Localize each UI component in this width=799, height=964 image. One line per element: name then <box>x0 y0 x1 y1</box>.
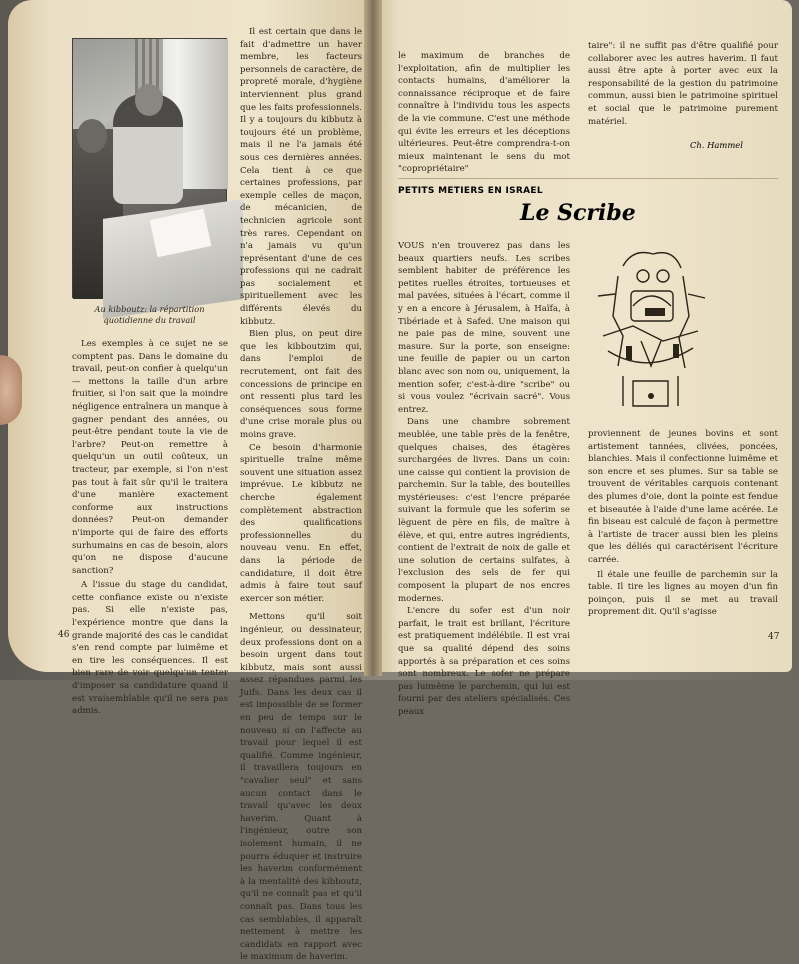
right-page-column-1-top <box>398 50 570 176</box>
right-page-column-2-top <box>588 40 778 128</box>
page-number-right: 47 <box>768 632 780 642</box>
paragraph: le maximum de branches de l'exploitation, afin de multiplier les contacts humains, d'améliorer la connaissance réciproque et de faire connaître à l'individu tous les aspects de la vie commune. C'est une méthode qui évite les erreurs et les déceptions ultérieures. Peut-être comprendra-t-on mieux maintenant le sens du mot "copropriétaire" <box>398 51 570 175</box>
photo-caption: Au kibboutz: la répartition quotidienne du travail <box>94 304 205 325</box>
left-page-column-2 <box>240 26 362 964</box>
book-gutter <box>364 0 382 676</box>
scribe-illustration <box>593 246 708 414</box>
paragraph: Les exemples à ce sujet ne se comptent pas. Dans le domaine du travail, peut-on confier à quelqu'un — mettons la taille d'un arbre fruitier, si l'on sait que la moindre négligence entraînera un manque à gagner pendant des années, ou peut-être pendant toute la vie de l'arbre? Peut-on remettre à quelqu'un un outil coûteux, un tracteur, par exemple, si l'on n'est pas tout à fait sûr qu'il le traitera d'une manière exactement conforme aux instructions données? Peut-on demander n'importe qui de faire des efforts surhumains en cas de besoin, alors qu'on ne dispose d'aucune sanction? <box>72 339 228 576</box>
thumb <box>0 355 22 425</box>
paragraph: Ce besoin d'harmonie spirituelle traîne même souvent une situation assez imprévue. Le kibbutz ne cherche également complètement abstraction des qualifications professionnelles du nouveau venu. En effet, dans la période de candidature, il doit être admis à faire tout sauf exercer son métier. <box>240 442 362 604</box>
paragraph: Bien plus, on peut dire que les kibboutzim qui, dans l'emploi de recrutement, ont fait des concessions de principe en ont ressenti plus tard les conséquences sous forme d'une crise morale plus ou moins grave. <box>240 329 362 440</box>
paragraph: L'encre du sofer est d'un noir parfait, le trait est brillant, l'écriture est pratiquement indélébile. Il est vrai que sa qualité dépend des soins apportés à sa préparation et ces soins sont nombreux. Le sofer ne prépare pas luimême le parchemin, qui lui est fourni par des ateliers spécialisés. Ces peaux <box>398 606 570 717</box>
paragraph: Il est certain que dans le fait d'admettre un haver membre, les facteurs personnels de caractère, de propreté morale, d'hygiène interviennent plus grand que les faits professionnels. Il y a toujours du kibbutz à toujours été un problème, mais il ne l'a jamais été sous ces dernières années. Cela tient à ce que certaines professions, par exemple celles de maçon, de mécanicien, de technicien agricole sont très rares. Cependant on n'a jamais vu qu'un représentant d'une de ces professions qui ne cadrait pas socialement et spirituellement avec les différents élevés du kibbutz. <box>240 27 362 327</box>
paragraph: Mettons qu'il soit ingénieur, ou dessinateur, deux professions dont on a besoin urgent dans tout kibbutz, mais sont aussi assez répandues parmi les Juifs. Dans les deux cas il est impossible de se former en peu de temps sur le nouveau si on l'affecte au travail pour lequel il est qualifié. Comme ingénieur, il travaillera toujours en "cavalier seul" et sans aucun contact dans le travail qu'avec les deux haverim. Quant à l'ingénieur, outre son isolement humain, il ne pourra éduquer et instruire les haverim conformément à la mentalité des kibboutz, qu'il ne connaît pas et qu'il connaît pas. Dans tous les cas semblables, il apparaît nettement à mettre les candidats en rapport avec le maximum de haverim. <box>240 612 362 963</box>
page-number-left: 46 <box>58 630 70 640</box>
left-page-column-1 <box>72 338 228 718</box>
section-divider <box>398 178 778 179</box>
section-heading: PETITS METIERS EN ISRAEL <box>398 186 543 196</box>
paragraph: Il étale une feuille de parchemin sur la table. Il tire les lignes au moyen d'un fin poinçon, puis il se met au travail proprement dit. Qu'il s'agisse <box>588 569 778 618</box>
right-page-column-1 <box>398 240 570 719</box>
paragraph: A l'issue du stage du candidat, cette confiance existe ou n'existe pas. Si elle n'existe pas, l'expérience montre que dans la grande majorité des cas le candidat s'en rend compte par luimême et en tire les conséquences. Il est bien rare de voir quelqu'un tenter d'imposer sa candidature quand il est vraisemblable qu'il ne sera pas admis. <box>72 580 228 717</box>
scribe-illustration-icon <box>593 246 708 414</box>
right-page-column-2 <box>588 428 778 619</box>
paragraph: Dans une chambre sobrement meublée, une table près de la fenêtre, quelques chaises, des étagères surchargées de livres. Dans un coin: une caisse qui contient la provision de parchemin. Sur la table, des bouteilles mystérieuses: c'est l'encre préparée suivant la formule que les soferim se lèguent de père en fils, de maître à élève, et qui, entre autres ingrédients, contient de l'extrait de noix de galle et une solution de certains sulfates, à l'exclusion des sels de fer qui composent la plupart de nos encres modernes. <box>398 417 570 604</box>
paragraph: VOUS n'en trouverez pas dans les beaux quartiers neufs. Les scribes semblent habiter de préférence les petites ruelles étroites, tortueuses et mal pavées, situées à l'écart, comme il y en a encore à Jérusalem, à Haïfa, à Tibériade et à Safed. Une maison qui ne paie pas de mine, souvent une masure. Sur la porte, son enseigne: une feuille de papier ou un carton blanc avec son nom ou, uniquement, la mention sofer, c'est-à-dire "scribe" ou si vous voulez "écrivain sacré". Vous entrez. <box>398 241 570 415</box>
article-title: Le Scribe <box>520 200 636 226</box>
paragraph: proviennent de jeunes bovins et sont artistement tannées, clivées, poncées, blanchies. Mais il confectionne luimême et son encre et ses plumes. Sur sa table se trouvent de véritables carquois contenant des plumes d'oie, dont la pointe est fendue et biseautée à l'aide d'une lame acérée. Le fin biseau est calculé de façon à permettre à l'artiste de tracer aussi bien les pleins que les déliés qui caractérisent l'écriture carrée. <box>588 429 778 565</box>
paragraph: taire": il ne suffit pas d'être qualifié pour collaborer avec les autres haverim. Il faut aussi être apte à porter avec eux la responsabilité de la gestion du patrimoine commun, aussi bien le patrimoine spirituel et social que le patrimoine purement matériel. <box>588 41 778 127</box>
kibbutz-photo <box>72 38 227 298</box>
author-signature: Ch. Hammel <box>690 140 743 150</box>
